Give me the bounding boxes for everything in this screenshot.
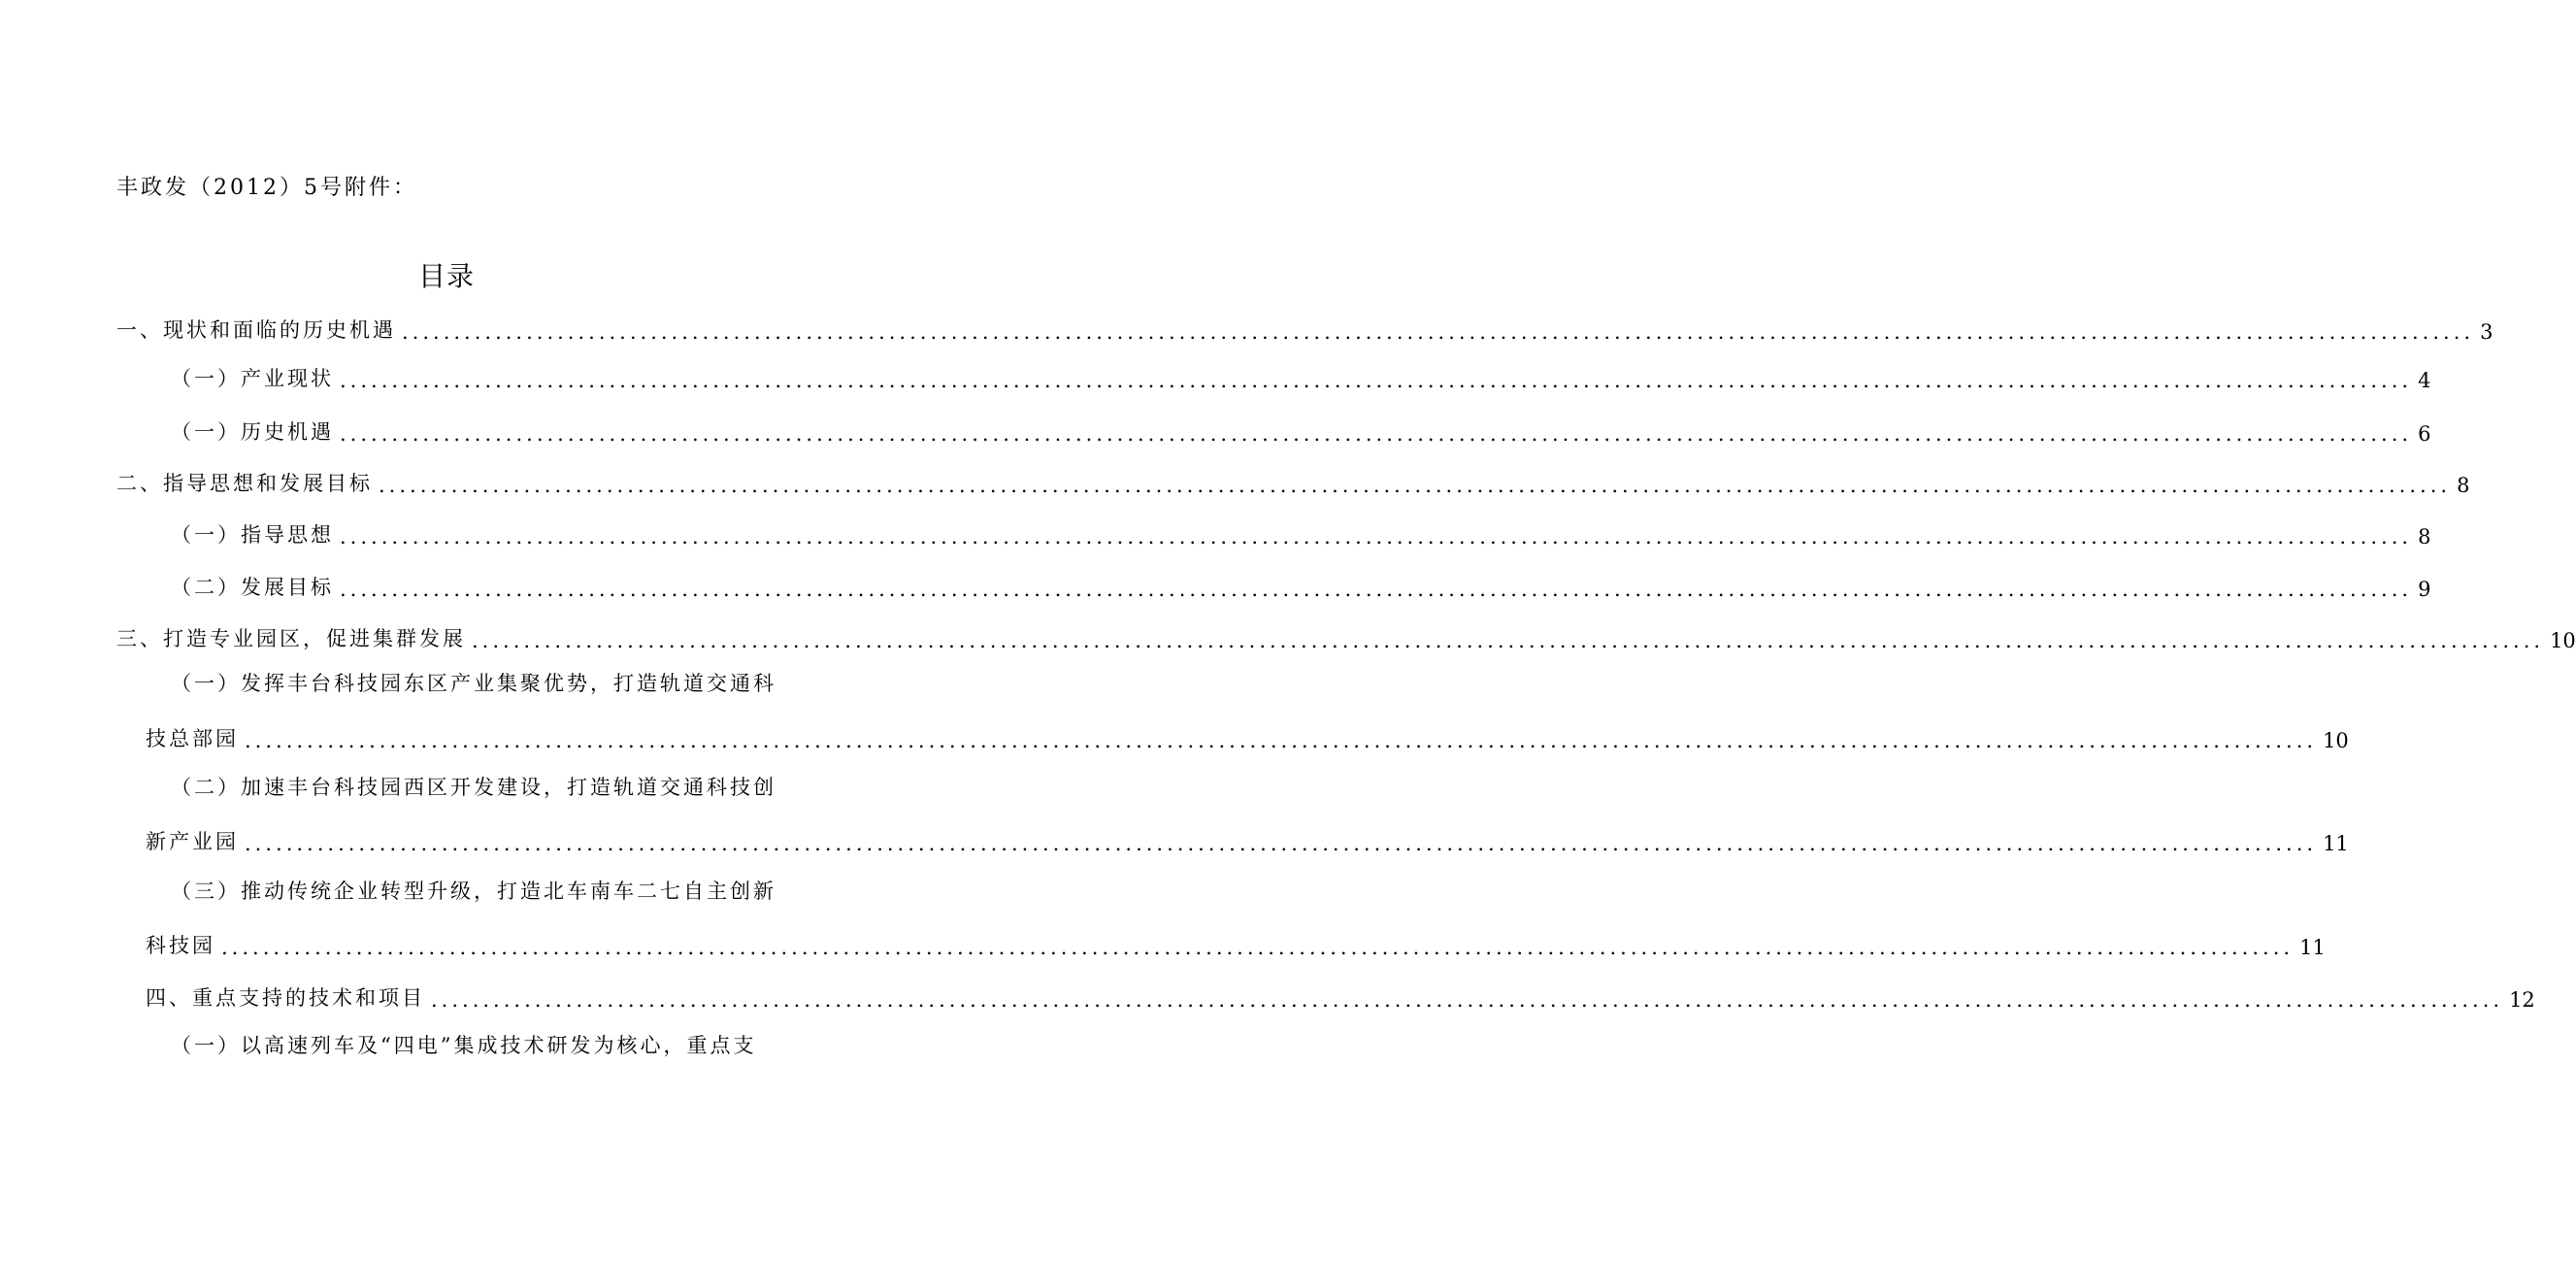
toc-leader-dots: ........................................................................................................................................................................................................ bbox=[221, 936, 2295, 959]
toc-leader-dots: ........................................................................................................................................................................................................ bbox=[245, 832, 2318, 855]
toc-entry[interactable] bbox=[116, 311, 2493, 344]
toc-leader-dots: ........................................................................................................................................................................................................ bbox=[431, 988, 2504, 1012]
toc-entry[interactable] bbox=[116, 619, 2576, 652]
toc-entry-page: 11 bbox=[2323, 832, 2349, 855]
toc-entry-page: 4 bbox=[2418, 369, 2431, 392]
toc-entry-wrapped-line[interactable]: （二）加速丰台科技园西区开发建设，打造轨道交通科技创 bbox=[171, 776, 776, 799]
toc-entry-label: 四、重点支持的技术和项目 bbox=[146, 986, 425, 1010]
toc-entry-wrapped-line[interactable]: （一）发挥丰台科技园东区产业集聚优势，打造轨道交通科 bbox=[171, 672, 776, 695]
toc-entry-page: 10 bbox=[2550, 629, 2576, 652]
toc-entry-label: 二、指导思想和发展目标 bbox=[116, 472, 373, 495]
toc-entry[interactable] bbox=[171, 413, 2431, 446]
toc-entry[interactable] bbox=[171, 359, 2431, 392]
toc-entry-label: （一）指导思想 bbox=[171, 523, 334, 547]
toc-leader-dots: ........................................................................................................................................................................................................ bbox=[472, 629, 2545, 652]
toc-entry-label: 一、现状和面临的历史机遇 bbox=[116, 318, 396, 342]
toc-entry-page: 11 bbox=[2299, 936, 2326, 959]
toc-leader-dots: ........................................................................................................................................................................................................ bbox=[340, 525, 2413, 548]
toc-leader-dots: ........................................................................................................................................................................................................ bbox=[402, 320, 2475, 344]
toc-entry[interactable] bbox=[146, 719, 2349, 752]
toc-entry-page: 10 bbox=[2323, 729, 2349, 752]
toc-entry-label: 三、打造专业园区，促进集群发展 bbox=[116, 627, 466, 650]
toc-leader-dots: ........................................................................................................................................................................................................ bbox=[245, 729, 2318, 752]
toc-entry-wrapped-line[interactable]: （一）以高速列车及“四电”集成技术研发为核心，重点支 bbox=[171, 1034, 757, 1057]
toc-entry-label: 科技园 bbox=[146, 934, 215, 957]
toc-entry-page: 3 bbox=[2480, 320, 2493, 344]
toc-leader-dots: ........................................................................................................................................................................................................ bbox=[379, 474, 2452, 497]
toc-entry-page: 6 bbox=[2418, 422, 2431, 446]
toc-entry[interactable] bbox=[116, 464, 2470, 497]
toc-entry[interactable] bbox=[146, 822, 2349, 855]
toc-entry-page: 8 bbox=[2418, 525, 2431, 548]
toc-entry[interactable] bbox=[171, 515, 2431, 548]
toc-leader-dots: ........................................................................................................................................................................................................ bbox=[340, 578, 2413, 601]
toc-entry[interactable] bbox=[146, 926, 2326, 959]
toc-title: 目录 bbox=[417, 260, 475, 292]
toc-entry-label: 技总部园 bbox=[146, 727, 239, 750]
toc-entry[interactable] bbox=[146, 979, 2535, 1012]
toc-entry-label: （一）历史机遇 bbox=[171, 420, 334, 444]
toc-entry-page: 12 bbox=[2509, 988, 2535, 1012]
toc-entry-label: （一）产业现状 bbox=[171, 367, 334, 390]
toc-entry-page: 9 bbox=[2418, 578, 2431, 601]
toc-entry[interactable] bbox=[171, 568, 2431, 601]
toc-entry-label: 新产业园 bbox=[146, 830, 239, 853]
toc-entry-label: （二）发展目标 bbox=[171, 576, 334, 599]
toc-leader-dots: ........................................................................................................................................................................................................ bbox=[340, 422, 2413, 446]
toc-entry-wrapped-line[interactable]: （三）推动传统企业转型升级，打造北车南车二七自主创新 bbox=[171, 880, 776, 903]
document-reference: 丰政发（2012）5号附件： bbox=[116, 176, 417, 200]
toc-leader-dots: ........................................................................................................................................................................................................ bbox=[340, 369, 2413, 392]
toc-entry-page: 8 bbox=[2457, 474, 2470, 497]
